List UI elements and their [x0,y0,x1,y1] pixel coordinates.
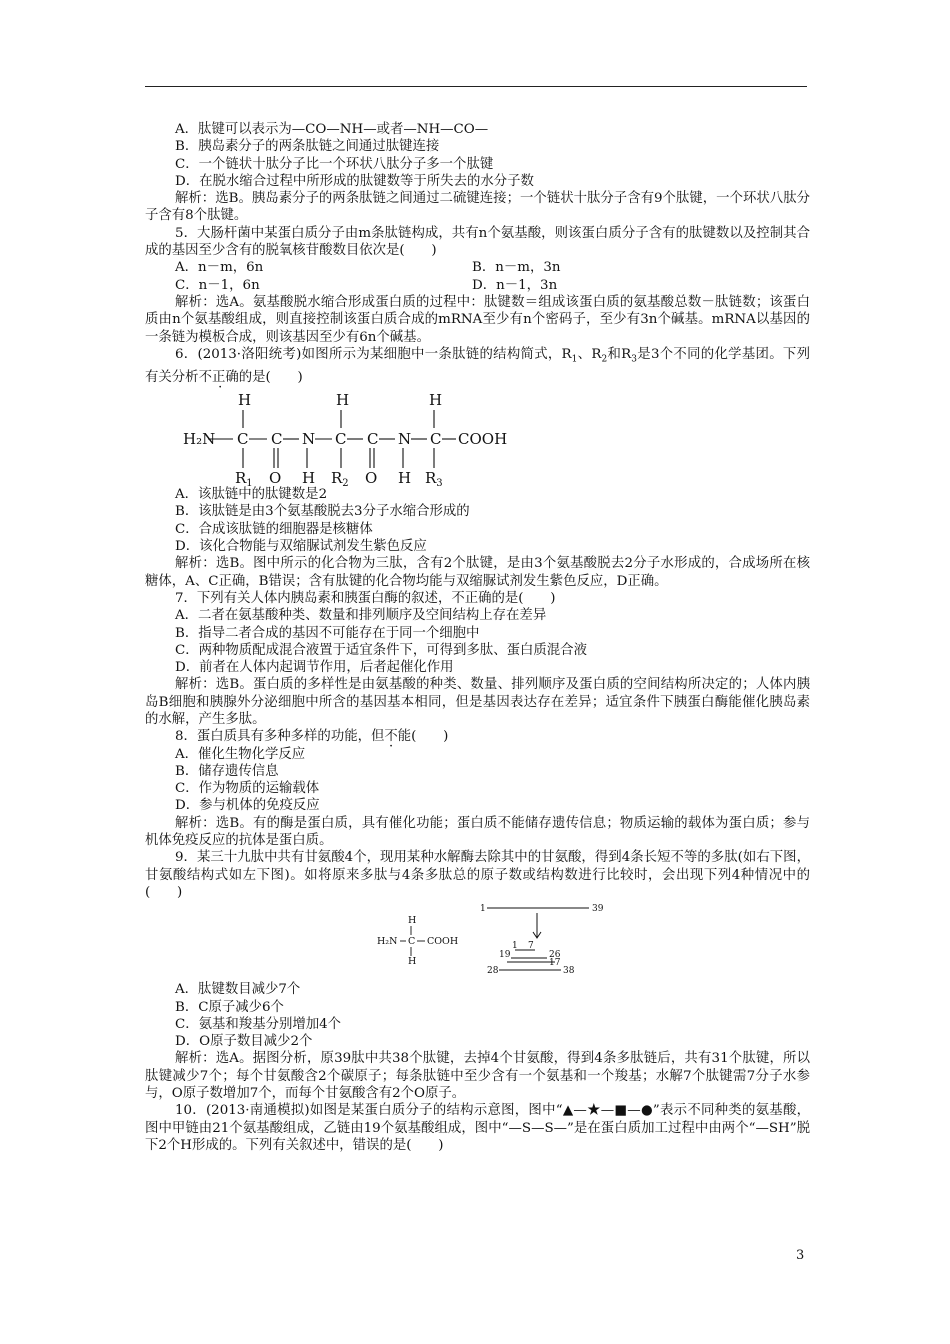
page-number: 3 [796,1248,805,1263]
peptide-r1: $R_1$ [235,469,253,487]
peptide-r3: $R_3$ [425,469,443,487]
q4-option-d: D．在脱水缩合过程中所形成的肽键数等于所失去的水分子数 [175,173,534,189]
q7-option-b: B．指导二者合成的基因不可能存在于同一个细胞中 [175,625,480,641]
peptide-o-2: O [365,469,378,487]
peptide-h-top-2: H [336,391,350,410]
q5-option-d: D．n－1，3n [472,277,558,293]
peptide-h-bottom-2: H [398,469,412,487]
q5-options-row1 [145,259,810,276]
peptide-r2: $R_2$ [331,469,349,487]
q8-option-b: B．储存遗传信息 [175,763,279,779]
peptide-h-top-3: H [429,391,443,410]
q6-stem: 6．(2013·洛阳统考)如图所示为某细胞中一条肽链的结构简式，$R_1$、$R_2$和$R_3$是3个不同的化学基团。下列有关分析不正确的是( ) [145,346,810,385]
chain-label-1b: 1 [512,941,518,952]
emphasis-not: 不 [384,729,398,745]
q6-option-b: B．该肽链是由3个氨基酸脱去3分子水缩合形成的 [175,504,470,520]
q7-explanation: 解析：选B。蛋白质的多样性是由氨基酸的种类、数量、排列顺序及蛋白质的空间结构所决定的；人体内胰岛B细胞和胰腺外分泌细胞中所含的基因基本相同，但是基因表达存在差异；适宜条件下胰蛋白酶能催化胰岛素的水解，产生多肽。 [145,677,810,727]
glycine-h-top: H [408,915,417,927]
q7-option-a: A．二者在氨基酸种类、数量和排列顺序及空间结构上存在差异 [175,608,547,624]
glycine-c: C [408,936,416,948]
q7-option-c: C．两种物质配成混合液置于适宜条件下，可得到多肽、蛋白质混合液 [175,642,587,658]
header-rule [145,86,807,87]
q8-option-c: C．作为物质的运输载体 [175,781,320,797]
q8-stem: 8．蛋白质具有多种多样的功能，但不能( ) [175,729,449,745]
peptide-h-bottom-1: H [302,469,316,487]
chain-label-19: 19 [499,950,511,961]
q5-explanation: 解析：选A。氨基酸脱水缩合形成蛋白质的过程中：肽键数＝组成该蛋白质的氨基酸总数－肽链数；该蛋白质由n个氨基酸组成，则直接控制该蛋白质合成的mRNA至少有n个密码子，至少有3n个碱基。mRNA以基因的一条链为模板合成，则该基因至少有6n个碱基。 [145,294,810,345]
peptide-o-1: O [269,469,282,487]
peptide-h-top-1: H [238,391,252,410]
q6-option-d: D．该化合物能与双缩脲试剂发生紫色反应 [175,539,427,555]
q5-option-b: B．n－m，3n [472,260,561,276]
glycine-cooh: COOH [427,936,459,948]
emphasis-not: 不 [198,369,212,385]
peptide-nh2: H₂N [183,430,216,449]
q9-option-c: C．氨基和羧基分别增加4个 [175,1016,342,1032]
peptide-c-3: C [335,430,347,449]
q9-stem: 9．某三十九肽中共有甘氨酸4个，现用某种水解酶去除其中的甘氨酸，得到4条长短不等的多肽(如右下图，甘氨酸结构式如左下图)。如将原来多肽与4条多肽总的原子数或结构数进行比较时，会出现下列4种情况中的( ) [145,850,810,900]
q8-explanation: 解析：选B。有的酶是蛋白质，具有催化功能；蛋白质不能储存遗传信息；物质运输的载体为蛋白质；参与机体免疫反应的抗体是蛋白质。 [145,815,810,849]
peptide-c-1: C [237,430,249,449]
q5-stem: 5．大肠杆菌中某蛋白质分子由m条肽链构成，共有n个氨基酸，则该蛋白质分子含有的肽键数以及控制其合成的基因至少含有的脱氧核苷酸数目依次是( ) [145,225,810,259]
chain-label-7: 7 [528,941,534,952]
glycine-and-hydrolysis-figure [145,901,625,981]
q6-explanation: 解析：选B。图中所示的化合物为三肽，含有2个肽键，是由3个氨基酸脱去2分子水形成的，合成场所在核糖体，A、C正确，B错误；含有肽键的化合物均能与双缩脲试剂发生紫色反应，D正确。 [145,556,810,589]
q10-stem: 10．(2013·南通模拟)如图是某蛋白质分子的结构示意图，图中“▲—★—■—●”表示不同种类的氨基酸，图中甲链由21个氨基酸组成，乙链由19个氨基酸组成，图中“—S—S—”是在蛋白质加工过程中由两个“—SH”脱下2个H形成的。下列有关叙述中，错误的是( ) [145,1103,810,1153]
peptide-c-2: C [271,430,283,449]
chain-label-28: 28 [487,966,499,977]
page-body [145,121,810,1154]
q4-option-c: C．一个链状十肽分子比一个环状八肽分子多一个肽键 [175,156,494,172]
q5-option-a: A．n－m，6n [175,260,264,276]
q9-option-b: B．C原子减少6个 [175,999,284,1015]
glycine-h-bottom: H [408,956,417,968]
q9-option-d: D．O原子数目减少2个 [175,1034,313,1050]
q7-stem: 7．下列有关人体内胰岛素和胰蛋白酶的叙述，不正确的是( ) [175,590,556,606]
q4-explanation: 解析：选B。胰岛素分子的两条肽链之间通过二硫键连接；一个链状十肽分子含有9个肽键，一个环状八肽分子含有8个肽键。 [145,191,810,224]
q4-option-a: A．肽键可以表示为—CO—NH—或者—NH—CO— [175,122,489,137]
q9-option-a: A．肽键数目减少7个 [175,982,301,998]
peptide-c-4: C [367,430,379,449]
chain-label-26: 26 [549,950,561,961]
chain-label-38: 38 [563,966,575,977]
q7-option-d: D．前者在人体内起调节作用，后者起催化作用 [175,660,454,676]
chain-label-39: 39 [592,904,604,915]
q9-explanation: 解析：选A。据图分析，原39肽中共38个肽键，去掉4个甘氨酸，得到4条多肽链后，共有31个肽键，所以肽键减少7个；每个甘氨酸含2个碳原子；每条肽链中至少含有一个氨基和一个羧基；水解7个肽键需7分子水参与，O原子数增加7个，而每个甘氨酸含有2个O原子。 [145,1051,810,1102]
glycine-nh2: H₂N [377,936,398,948]
peptide-cooh: COOH [458,430,508,449]
q6-option-a: A．该肽链中的肽键数是2 [175,487,328,503]
q8-option-a: A．催化生物化学反应 [175,746,306,762]
peptide-n-2: N [398,430,412,449]
peptide-c-5: C [430,430,442,449]
q4-option-b: B．胰岛素分子的两条肽链之间通过肽键连接 [175,139,440,155]
peptide-n-1: N [302,430,316,449]
peptide-structure-figure [145,386,545,486]
q5-option-c: C．n－1，6n [175,277,260,293]
q8-option-d: D．参与机体的免疫反应 [175,798,320,814]
q6-option-c: C．合成该肽链的细胞器是核糖体 [175,521,373,537]
chain-label-1: 1 [480,904,486,915]
chain-label-17: 17 [549,958,561,969]
q5-options-row2 [145,277,810,294]
